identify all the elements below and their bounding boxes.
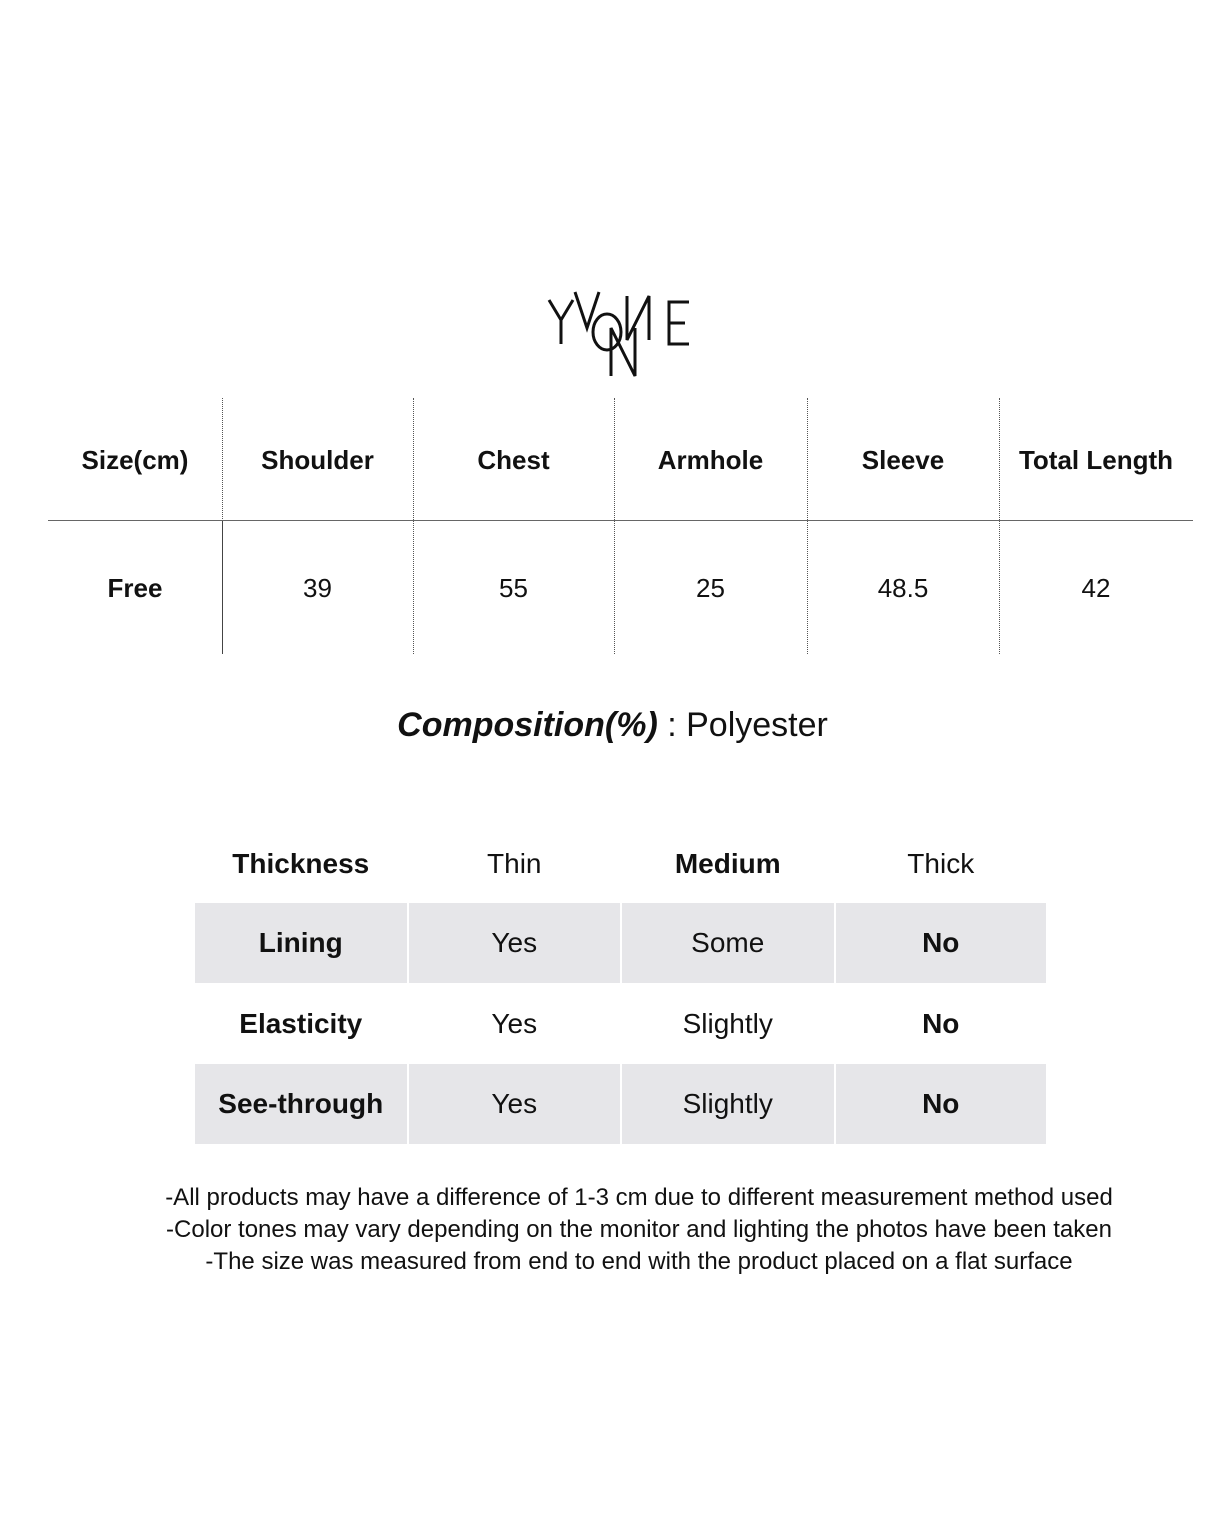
size-table xyxy=(48,398,1193,654)
composition-label: Composition(%) xyxy=(397,706,658,744)
size-value: Free xyxy=(107,573,163,603)
chest-value: 55 xyxy=(499,573,528,603)
thickness-thick: Thick xyxy=(907,848,975,879)
armhole-header: Armhole xyxy=(657,445,764,475)
total-length-header: Total Length xyxy=(1018,445,1174,475)
total-length-value: 42 xyxy=(1081,573,1111,603)
note-line: -All products may have a difference of 1-3 cm due to different measurement method used xyxy=(165,1184,1113,1211)
column-divider xyxy=(807,398,808,654)
size-header: Size(cm) xyxy=(81,445,189,475)
elasticity-no: No xyxy=(922,1007,960,1039)
note-line: -The size was measured from end to end with the product placed on a flat surface xyxy=(205,1248,1073,1275)
lining-label: Lining xyxy=(195,903,407,983)
lining-some: Some xyxy=(622,903,834,983)
column-divider xyxy=(614,398,615,654)
see-through-no: No xyxy=(836,1064,1047,1144)
see-through-row xyxy=(195,1064,1046,1145)
sleeve-value: 48.5 xyxy=(877,573,929,603)
sleeve-header: Sleeve xyxy=(861,445,945,475)
chest-header: Chest xyxy=(477,445,550,475)
disclaimer-notes xyxy=(0,1182,1225,1278)
fabric-properties-table xyxy=(195,825,1046,1145)
header-divider xyxy=(48,520,1193,521)
thickness-label: Thickness xyxy=(232,848,370,879)
column-divider xyxy=(413,398,414,654)
thickness-row xyxy=(195,825,1046,903)
lining-row xyxy=(195,903,1046,984)
composition-value: Polyester xyxy=(686,706,828,744)
see-through-slightly: Slightly xyxy=(622,1064,834,1144)
shoulder-value: 39 xyxy=(303,573,332,603)
brand-logo xyxy=(545,288,695,380)
shoulder-header: Shoulder xyxy=(261,445,374,475)
elasticity-row xyxy=(195,984,1046,1065)
elasticity-slightly: Slightly xyxy=(682,1007,773,1039)
thickness-thin: Thin xyxy=(487,848,542,879)
elasticity-label: Elasticity xyxy=(239,1007,363,1039)
column-divider xyxy=(999,398,1000,654)
composition-separator: : xyxy=(657,706,687,744)
see-through-label: See-through xyxy=(195,1064,407,1144)
see-through-yes: Yes xyxy=(409,1064,621,1144)
lining-yes: Yes xyxy=(409,903,621,983)
elasticity-yes: Yes xyxy=(491,1007,538,1039)
lining-no: No xyxy=(836,903,1047,983)
note-line: -Color tones may vary depending on the monitor and lighting the photos have been taken xyxy=(166,1216,1112,1243)
thickness-medium: Medium xyxy=(674,848,781,879)
armhole-value: 25 xyxy=(696,573,725,603)
composition-line xyxy=(0,705,1225,745)
